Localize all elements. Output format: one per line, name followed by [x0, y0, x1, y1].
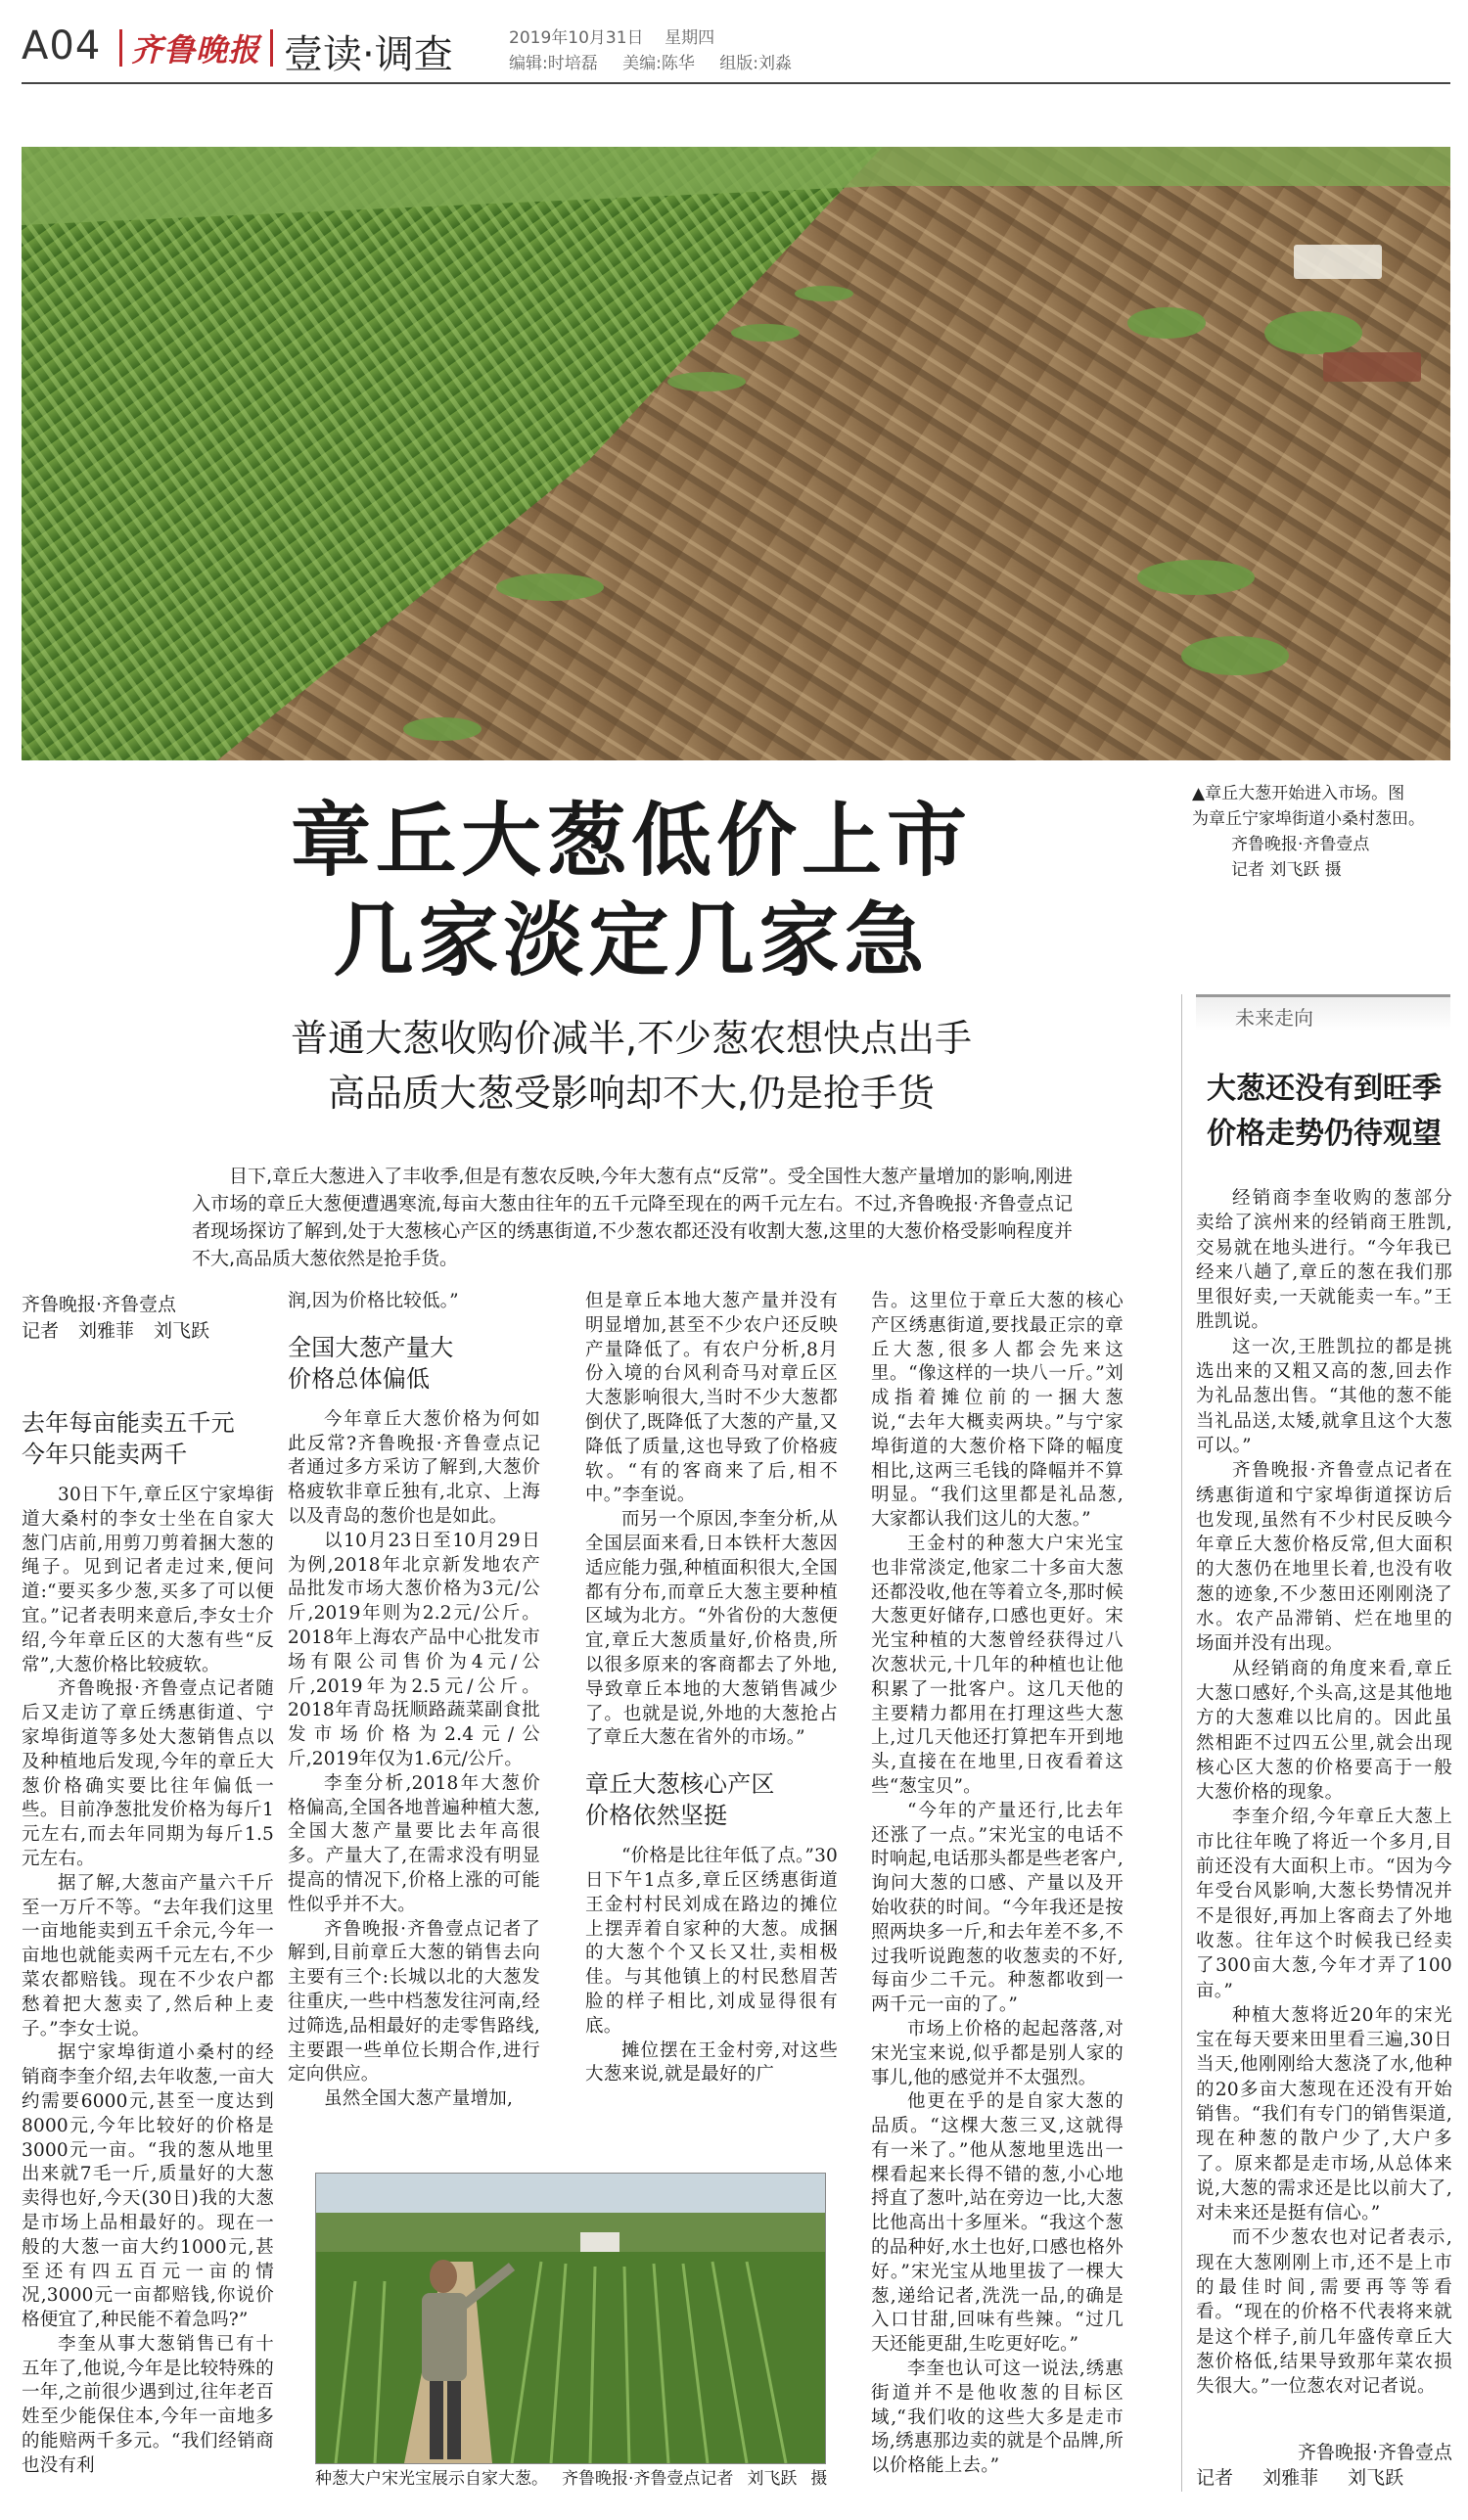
main-photo-caption: [1192, 781, 1454, 883]
paragraph: 齐鲁晚报·齐鲁壹点记者了解到,目前章丘大葱的销售去向主要有三个:长城以北的大葱发往重庆,一些中档葱发往河南,经过筛选,品相最好的走零售路线,主要跟一些单位长期合作,进行定向供应。: [288, 1918, 540, 2085]
caption-text: 种葱大户宋光宝展示自家大葱。: [315, 2469, 548, 2489]
subheadline-line-1: 普通大葱收购价减半,不少葱农想快点出手: [290, 1017, 973, 1060]
header-rule: [22, 82, 1450, 84]
paragraph: 李奎介绍,今年章丘大葱上市比往年晚了将近一个多月,目前还没有大面积上市。“因为今年受台风影响,大葱长势情况并不是很好,再加上客商去了外地收葱。往年这个时候我已经卖了300亩大葱,今年才弄了100亩。”: [1196, 1807, 1452, 2001]
section-heading-line: 今年只能卖两千: [22, 1441, 188, 1468]
byline-role: 记者: [22, 1320, 60, 1342]
page-header: [22, 22, 1450, 76]
section-heading-line: 全国大葱产量大: [288, 1333, 454, 1361]
caption-photographer: 记者 刘飞跃 摄: [1231, 860, 1342, 880]
credit-role: 记者: [1196, 2467, 1234, 2489]
sidebar-label-box: [1196, 994, 1450, 1031]
paragraph: 摊位摆在王金村旁,对这些大葱来说,就是最好的广: [585, 2039, 838, 2085]
article-column-2: [288, 1290, 540, 2112]
page-number: A04: [22, 23, 102, 69]
art-editor: 美编:陈华: [622, 54, 695, 73]
paragraph: 而另一个原因,李奎分析,从全国层面来看,日本铁杆大葱因适应能力强,种植面积很大,全国都有分布,而章丘大葱主要种植区域为北方。“外省份的大葱便宜,章丘大葱质量好,价格贵,所以很多原来的客商都去了外地,导致章丘本地的大葱销售减少了。也就是说,外地的大葱抢占了章丘大葱在省外的市场。”: [585, 1509, 838, 1749]
caption-photographer: 刘飞跃: [747, 2469, 798, 2489]
paragraph: 润,因为价格比较低。”: [288, 1291, 459, 1311]
headline-line-2: 几家淡定几家急: [333, 894, 930, 987]
paragraph: 而不少葱农也对记者表示,现在大葱刚刚上市,还不是上市的最佳时间,需要再等等看看。“现在的价格不代表将来就是这个样子,前几年盛传章丘大葱价格低,结果导致那年菜农损失很大。”一位葱农对记者说。: [1196, 2227, 1452, 2398]
article-column-4: [871, 1290, 1124, 2479]
article-column-1: [22, 1390, 274, 2479]
date: 2019年10月31日: [509, 28, 644, 48]
caption-line: ▲章丘大葱开始进入市场。图: [1192, 784, 1405, 803]
section-heading-line: 价格依然坚挺: [585, 1802, 728, 1830]
caption-line: 为章丘宁家埠街道小桑村葱田。: [1192, 809, 1425, 829]
caption-credit: 齐鲁晚报·齐鲁壹点: [1231, 835, 1370, 854]
inset-photo-caption: [315, 2467, 828, 2491]
issue-date: [509, 23, 714, 48]
sidebar-label: 未来走向: [1235, 1006, 1313, 1030]
article-column-3: [585, 1290, 838, 2087]
paragraph: 市场上价格的起起落落,对宋光宝来说,似乎都是别人家的事儿,他的感觉并不太强烈。: [871, 2018, 1124, 2088]
editor: 编辑:时培磊: [509, 54, 598, 73]
editor-credits: [509, 49, 811, 73]
paragraph: 虽然全国大葱产量增加,: [324, 2088, 514, 2110]
paragraph: 据了解,大葱亩产量六千斤至一万斤不等。“去年我们这里一亩地能卖到五千余元,今年一亩地也就能卖两千元左右,不少菜农都赔钱。现在不少农户都愁着把大葱卖了,然后种上麦子。”李女士说。: [22, 1872, 274, 2039]
paragraph: 据宁家埠街道小桑村的经销商李奎介绍,去年收葱,一亩大约需要6000元,甚至一度达到8000元,今年比较好的价格是3000元一亩。“我的葱从地里出来就7毛一斤,质量好的大葱卖得也好,今天(30日)我的大葱是市场上品相最好的。现在一般的大葱一亩大约1000元,甚至还有四五百元一亩的情况,3000元一亩都赔钱,你说价格便宜了,种民能不着急吗?”: [22, 2042, 274, 2331]
paragraph: 齐鲁晚报·齐鲁壹点记者在绣惠街道和宁家埠街道探访后也发现,虽然有不少村民反映今年章丘大葱价格反常,但大面积的大葱仍在地里长着,也没有收葱的迹象,不少葱田还刚刚浇了水。农产品滞销、烂在地里的场面并没有出现。: [1196, 1460, 1452, 1655]
sidebar-credit-reporters: [1196, 2465, 1452, 2491]
sidebar-body: [1196, 1186, 1452, 2400]
section-heading: [288, 1332, 540, 1395]
section-heading-line: 价格总体偏低: [288, 1364, 431, 1393]
layout-editor: 组版:刘淼: [719, 54, 793, 73]
paragraph: 李奎分析,2018年大葱价格偏高,全国各地普遍种植大葱,全国大葱产量要比去年高很多。产量大了,在需求没有明显提高的情况下,价格上涨的可能性似乎并不大。: [288, 1772, 540, 1915]
paragraph: 齐鲁晚报·齐鲁壹点记者随后又走访了章丘绣惠街道、宁家埠街道等多处大葱销售点以及种植地后发现,今年的章丘大葱价格确实要比往年偏低一些。目前净葱批发价格为每斤1元左右,而去年同期为每斤1.5元左右。: [22, 1678, 274, 1869]
paragraph: “今年的产量还行,比去年还涨了一点。”宋光宝的电话不时响起,电话那头都是些老客户,询问大葱的口感、产量以及开始收获的时间。“今年我还是按照两块多一斤,和去年差不多,不过我听说跑葱的收葱卖的不好,每亩少二千元。种葱都收到一两千元一亩的了。”: [871, 1800, 1124, 2016]
paragraph: 李奎也认可这一说法,绣惠街道并不是他收葱的目标区域,“我们收的这些大多是走市场,绣惠那边卖的就是个品牌,所以价格能上去。”: [871, 2359, 1124, 2477]
lead-paragraph: 目下,章丘大葱进入了丰收季,但是有葱农反映,今年大葱有点“反常”。受全国性大葱产量增加的影响,刚进入市场的章丘大葱便遭遇寒流,每亩大葱由往年的五千元降至现在的两千元左右。不过,齐鲁晚报·齐鲁壹点记者现场探访了解到,处于大葱核心产区的绣惠街道,不少葱农都还没有收割大葱,这里的大葱价格受影响程度并不大,高品质大葱依然是抢手货。: [192, 1166, 1073, 1269]
paragraph: 经销商李奎收购的葱部分卖给了滨州来的经销商王胜凯,交易就在地头进行。“今年我已经来八趟了,章丘的葱在我们那里很好卖,一天就能卖一车。”王胜凯说。: [1196, 1188, 1452, 1333]
caption-credit: 齐鲁晚报·齐鲁壹点记者: [562, 2469, 734, 2489]
paragraph: 种植大葱将近20年的宋光宝在每天要来田里看三遍,30日当天,他刚刚给大葱浇了水,他种的20多亩大葱现在还没有开始销售。“我们有专门的销售渠道,现在种葱的散户少了,大户多了。原来都是走市场,从总体来说,大葱的需求还是比以前大了,对未来还是挺有信心。”: [1196, 2004, 1452, 2224]
section-heading: [22, 1407, 274, 1470]
byline-outlet: 齐鲁晚报·齐鲁壹点: [22, 1294, 177, 1315]
paragraph: 但是章丘本地大葱产量并没有明显增加,甚至不少农户还反映产量降低了。有农户分析,8月份入境的台风利奇马对章丘区大葱影响很大,当时不少大葱都倒伏了,既降低了大葱的产量,又降低了质量,这也导致了价格疲软。“有的客商来了后,相不中。”李奎说。: [585, 1291, 838, 1506]
sidebar-title-line-1: 大葱还没有到旺季: [1207, 1072, 1442, 1106]
paragraph: “价格是比往年低了点。”30日下午1点多,章丘区绣惠街道王金村村民刘成在路边的摊位上摆弄着自家种的大葱。成捆的大葱个个又长又壮,卖相极佳。与其他镇上的村民愁眉苦脸的样子相比,刘成显得很有底。: [585, 1846, 839, 2037]
reporter-name: 刘雅菲: [1262, 2467, 1319, 2489]
article-byline: [22, 1292, 274, 1345]
column-divider: [1181, 994, 1182, 2492]
header-divider: [270, 29, 273, 67]
reporter-name: 刘飞跃: [1348, 2467, 1404, 2489]
paragraph: 告。这里位于章丘大葱的核心产区绣惠街道,要找最正宗的章丘大葱,很多人都会先来这里。“像这样的一块八一斤。”刘成指着摊位前的一捆大葱说,“去年大概卖两块。”与宁家埠街道的大葱价格下降的幅度相比,这两三毛钱的降幅并不算明显。“我们这里都是礼品葱,大家都认我们这儿的大葱。”: [871, 1291, 1124, 1531]
inset-photo: [315, 2173, 826, 2464]
weekday: 星期四: [665, 28, 715, 48]
paragraph: 王金村的种葱大户宋光宝也非常淡定,他家二十多亩大葱还都没收,他在等着立冬,那时候大葱更好储存,口感也更好。宋光宝种植的大葱曾经获得过八次葱状元,十几年的种植也让他积累了一批客户。这几天他的主要精力都用在打理这些大葱上,过几天他还打算把车开到地头,直接在在地里,日夜看着这些“葱宝贝”。: [871, 1533, 1124, 1797]
paragraph: 他更在乎的是自家大葱的品质。“这棵大葱三叉,这就得有一米了。”他从葱地里选出一棵看起来长得不错的葱,小心地捋直了葱叶,站在旁边一比,大葱比他高出十多厘米。“我这个葱的品种好,水土也好,口感也格外好。”宋光宝从地里拔了一棵大葱,递给记者,洗洗一品,的确是入口甘甜,回味有些辣。“过几天还能更甜,生吃更好吃。”: [871, 2091, 1124, 2356]
reporter-name: 刘雅菲: [78, 1320, 135, 1342]
paragraph: 30日下午,章丘区宁家埠街道大桑村的李女士坐在自家大葱门店前,用剪刀剪着捆大葱的绳子。见到记者走过来,便问道:“要买多少葱,买多了可以便宜。”记者表明来意后,李女士介绍,今年章丘区的大葱有些“反常”,大葱价格比较疲软。: [22, 1485, 274, 1675]
headline-line-1: 章丘大葱低价上市: [290, 795, 972, 888]
paragraph: 这一次,王胜凯拉的都是挑选出来的又粗又高的葱,回去作为礼品葱出售。“其他的葱不能当礼品送,太矮,就拿且这个大葱可以。”: [1196, 1336, 1452, 1456]
paragraph: 今年章丘大葱价格为何如此反常?齐鲁晚报·齐鲁壹点记者通过多方采访了解到,大葱价格疲软非章丘独有,北京、上海以及青岛的葱价也是如此。: [288, 1408, 540, 1527]
section-heading-line: 去年每亩能卖五千元: [22, 1409, 235, 1437]
sidebar-credit-outlet: 齐鲁晚报·齐鲁壹点: [1297, 2442, 1452, 2463]
caption-action: 摄: [810, 2469, 828, 2489]
section-title: 壹读·调查: [284, 32, 453, 77]
paragraph: 李奎从事大葱销售已有十五年了,他说,今年是比较特殊的一年,之前很少遇到过,往年老百姓至少能保住本,今年一亩地多的能赔两千多元。“我们经销商也没有利: [22, 2333, 274, 2476]
section-heading: [585, 1768, 838, 1831]
main-photo: [22, 147, 1450, 760]
reporter-name: 刘飞跃: [154, 1320, 210, 1342]
paragraph: 以10月23日至10月29日为例,2018年北京新发地农产品批发市场大葱价格为3元/公斤,2019年则为2.2元/公斤。2018年上海农产品中心批发市场有限公司售价为4元/公斤,2019年为2.5元/公斤。2018年青岛抚顺路蔬菜副食批发市场价格为2.4元/公斤,2019年仅为1.6元/公斤。: [288, 1530, 540, 1769]
paper-logo: 齐鲁晚报: [131, 31, 261, 69]
paragraph: 从经销商的角度来看,章丘大葱口感好,个头高,这是其他地方的大葱难以比肩的。因此虽然相距不过四五公里,就会出现核心区大葱的价格要高于一般大葱价格的现象。: [1196, 1658, 1452, 1804]
header-divider: [119, 29, 122, 67]
section-heading-line: 章丘大葱核心产区: [585, 1770, 775, 1799]
subheadline-line-2: 高品质大葱受影响却不大,仍是抢手货: [327, 1072, 936, 1115]
sidebar-title-line-2: 价格走势仍待观望: [1207, 1117, 1442, 1151]
